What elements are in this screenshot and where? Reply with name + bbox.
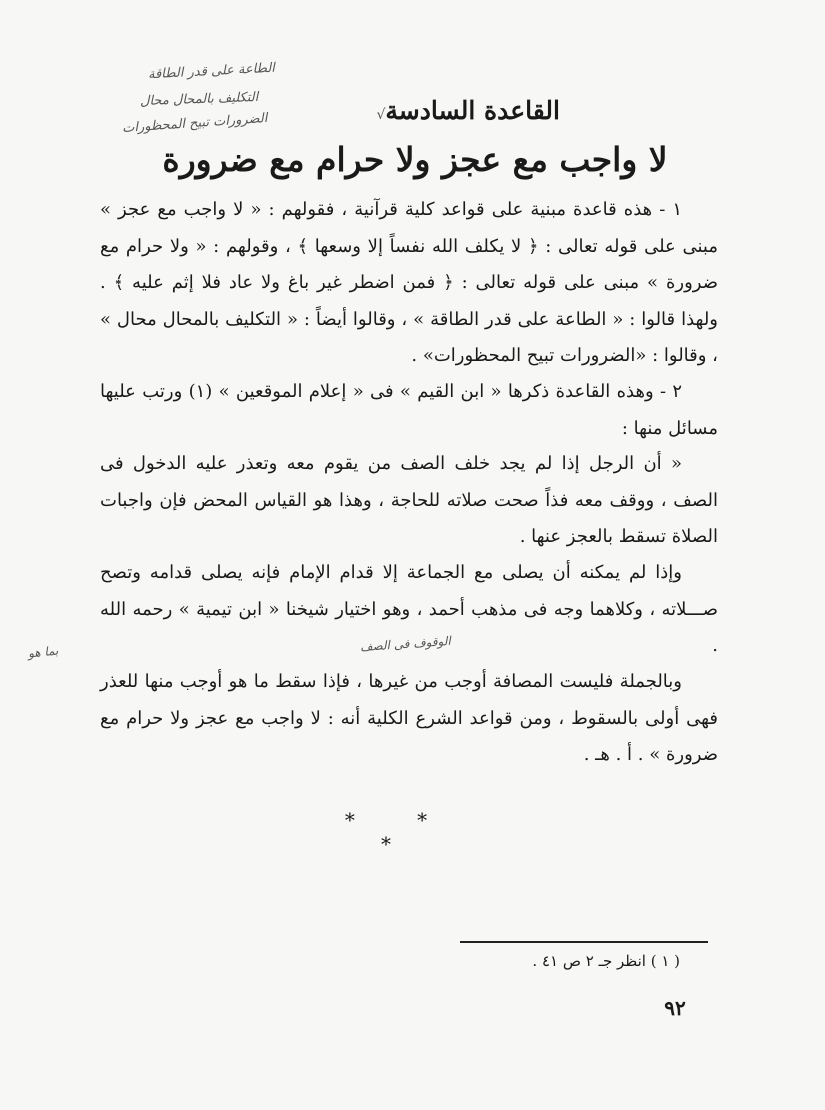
paragraph-2: ٢ - وهذه القاعدة ذكرها « ابن القيم » فى « إعلام الموقعين » (١) ورتب عليها مسائل منها : <box>100 381 718 439</box>
section-separator: * * * <box>344 808 456 856</box>
paragraph-4: وإذا لم يمكنه أن يصلى مع الجماعة إلا قدام الإمام فإنه يصلى قدامه وتصح صـــلاته ، وكلاهما وجه فى مذهب أحمد ، وهو اختيار شيخنا « ابن تيمية » رحمه الله . <box>100 562 718 656</box>
paragraph-1: ١ - هذه قاعدة مبنية على قواعد كلية قرآنية ، فقولهم : « لا واجب مع عجز » مبنى على قوله تعالى : ﴿ لا يكلف الله نفساً إلا وسعها ﴾ ، وقولهم : « ولا حرام مع ضرورة » مبنى على قوله تعالى : ﴿ فمن اضطر غير باغ ولا عاد فلا إثم عليه ﴾ . ولهذا قالوا : « الطاعة على قدر الطاقة » ، وقالوا أيضاً : « التكليف بالمحال محال » ، وقالوا : «الضرورات تبيح المحظورات» . <box>100 199 718 366</box>
handwritten-note: الضرورات تبيح المحظورات <box>121 110 268 137</box>
handwritten-note: بما هو <box>27 643 59 661</box>
handwritten-note: الطاعة على قدر الطاقة <box>147 60 276 83</box>
rule-label: القاعدة السادسة <box>385 96 560 125</box>
rule-heading <box>300 96 560 125</box>
handwritten-note: التكليف بالمحال محال <box>139 89 259 110</box>
paragraph-3: « أن الرجل إذا لم يجد خلف الصف من يقوم معه وتعذر عليه الدخول فى الصف ، ووقف معه فذاً صحت صلاته للحاجة ، وهذا هو القياس المحض فإن واجبات الصلاة تسقط بالعجز عنها . <box>100 453 718 547</box>
footnote-divider <box>460 941 708 943</box>
page-number: ٩٢ <box>664 996 686 1020</box>
check-mark-icon: √ <box>376 107 386 123</box>
footnote: ( ١ ) انظر جـ ٢ ص ٤١ . <box>532 952 680 970</box>
paragraph-5: وبالجملة فليست المصافة أوجب من غيرها ، فإذا سقط ما هو أوجب منها للعذر فهى أولى بالسقوط ، ومن قواعد الشرع الكلية أنه : لا واجب مع عجز ولا حرام مع ضرورة » . أ . هـ . <box>100 671 718 765</box>
handwritten-note: الوقوف فى الصف <box>359 633 452 655</box>
page-title: لا واجب مع عجز ولا حرام مع ضرورة <box>162 140 668 179</box>
